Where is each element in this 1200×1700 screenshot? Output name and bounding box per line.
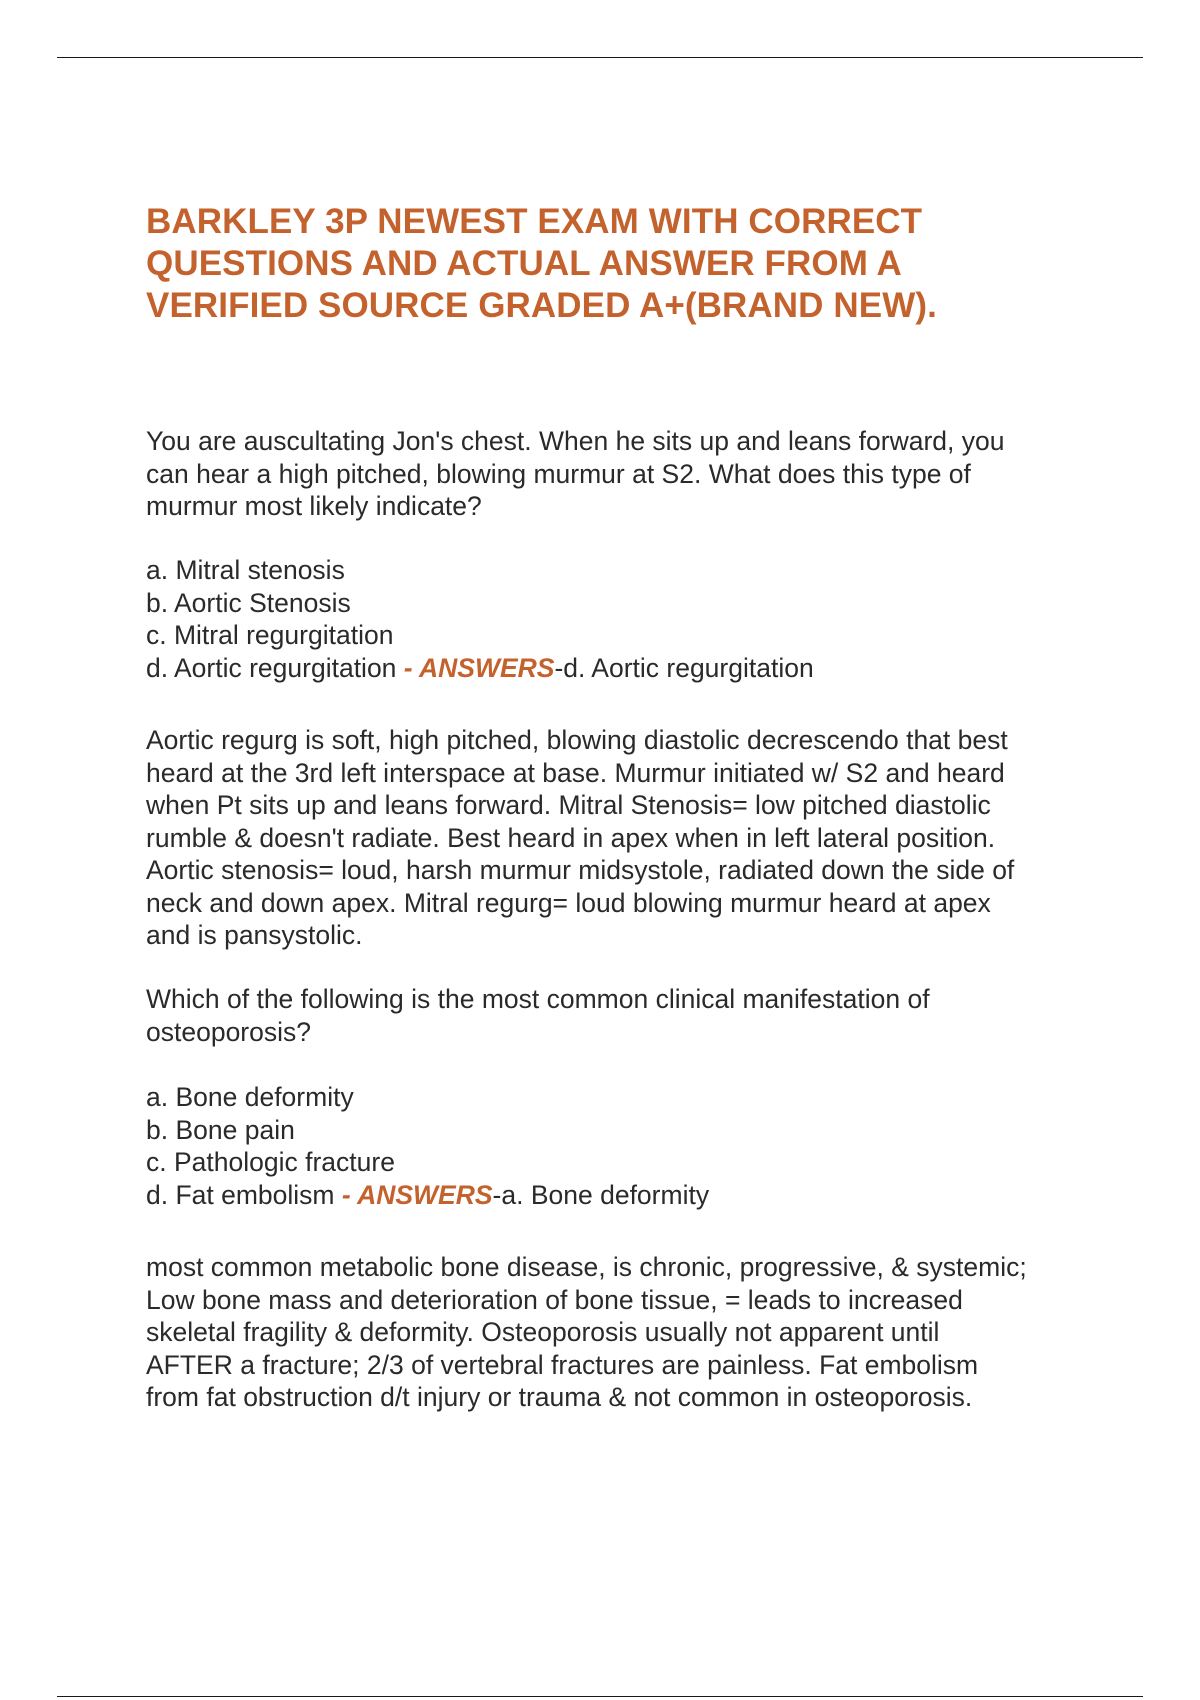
- question-2-explanation: [146, 1251, 1106, 1414]
- option-d: d. Aortic regurgitation: [146, 652, 397, 683]
- explanation-line: rumble & doesn't radiate. Best heard in apex when in left lateral position.: [146, 822, 996, 853]
- title-line: QUESTIONS AND ACTUAL ANSWER FROM A: [146, 244, 902, 283]
- explanation-line: Low bone mass and deterioration of bone tissue, = leads to increased: [146, 1284, 963, 1315]
- option-a: a. Bone deformity: [146, 1082, 354, 1112]
- question-text-line: murmur most likely indicate?: [146, 491, 482, 521]
- explanation-line: Aortic stenosis= loud, harsh murmur midsystole, radiated down the side of: [146, 855, 1015, 885]
- answers-label: - ANSWERS: [334, 1179, 493, 1210]
- explanation-line: AFTER a fracture; 2/3 of vertebral fractures are painless. Fat embolism: [146, 1349, 979, 1380]
- option-c: c. Mitral regurgitation: [146, 620, 394, 650]
- option-b: b. Bone pain: [146, 1114, 295, 1145]
- question-text-line: osteoporosis?: [146, 1016, 311, 1047]
- explanation-line: neck and down apex. Mitral regurg= loud blowing murmur heard at apex: [146, 887, 991, 918]
- explanation-line: and is pansystolic.: [146, 920, 363, 950]
- option-d-with-answer: [146, 652, 1106, 685]
- question-2-stem: [146, 983, 1106, 1048]
- explanation-line: heard at the 3rd left interspace at base. Murmur initiated w/ S2 and heard: [146, 757, 1005, 788]
- question-1-options: [146, 554, 1106, 684]
- option-c: c. Pathologic fracture: [146, 1147, 395, 1177]
- explanation-line: from fat obstruction d/t injury or trauma & not common in osteoporosis.: [146, 1382, 973, 1412]
- answers-label: - ANSWERS: [396, 652, 555, 683]
- option-b: b. Aortic Stenosis: [146, 587, 351, 618]
- answer-text: -d. Aortic regurgitation: [554, 652, 814, 683]
- question-1-stem: [146, 425, 1106, 523]
- question-2-options: [146, 1081, 1106, 1211]
- bottom-rule: [57, 1696, 1143, 1697]
- option-d-with-answer: [146, 1179, 1106, 1212]
- top-rule: [57, 57, 1143, 58]
- title-line: BARKLEY 3P NEWEST EXAM WITH CORRECT: [146, 202, 923, 241]
- question-1-explanation: [146, 724, 1106, 952]
- title-line: VERIFIED SOURCE GRADED A+(BRAND NEW).: [146, 286, 937, 325]
- question-text-line: can hear a high pitched, blowing murmur at S2. What does this type of: [146, 458, 971, 489]
- explanation-line: most common metabolic bone disease, is chronic, progressive, & systemic;: [146, 1252, 1027, 1282]
- explanation-line: skeletal fragility & deformity. Osteoporosis usually not apparent until: [146, 1317, 940, 1347]
- option-a: a. Mitral stenosis: [146, 555, 345, 585]
- question-text-line: Which of the following is the most common clinical manifestation of: [146, 984, 930, 1014]
- answer-text: -a. Bone deformity: [492, 1179, 710, 1210]
- explanation-line: when Pt sits up and leans forward. Mitral Stenosis= low pitched diastolic: [146, 790, 991, 820]
- option-d: d. Fat embolism: [146, 1179, 335, 1210]
- question-text-line: You are auscultating Jon's chest. When he sits up and leans forward, you: [146, 426, 1005, 456]
- explanation-line: Aortic regurg is soft, high pitched, blowing diastolic decrescendo that best: [146, 725, 1008, 755]
- document-title: [146, 201, 1106, 327]
